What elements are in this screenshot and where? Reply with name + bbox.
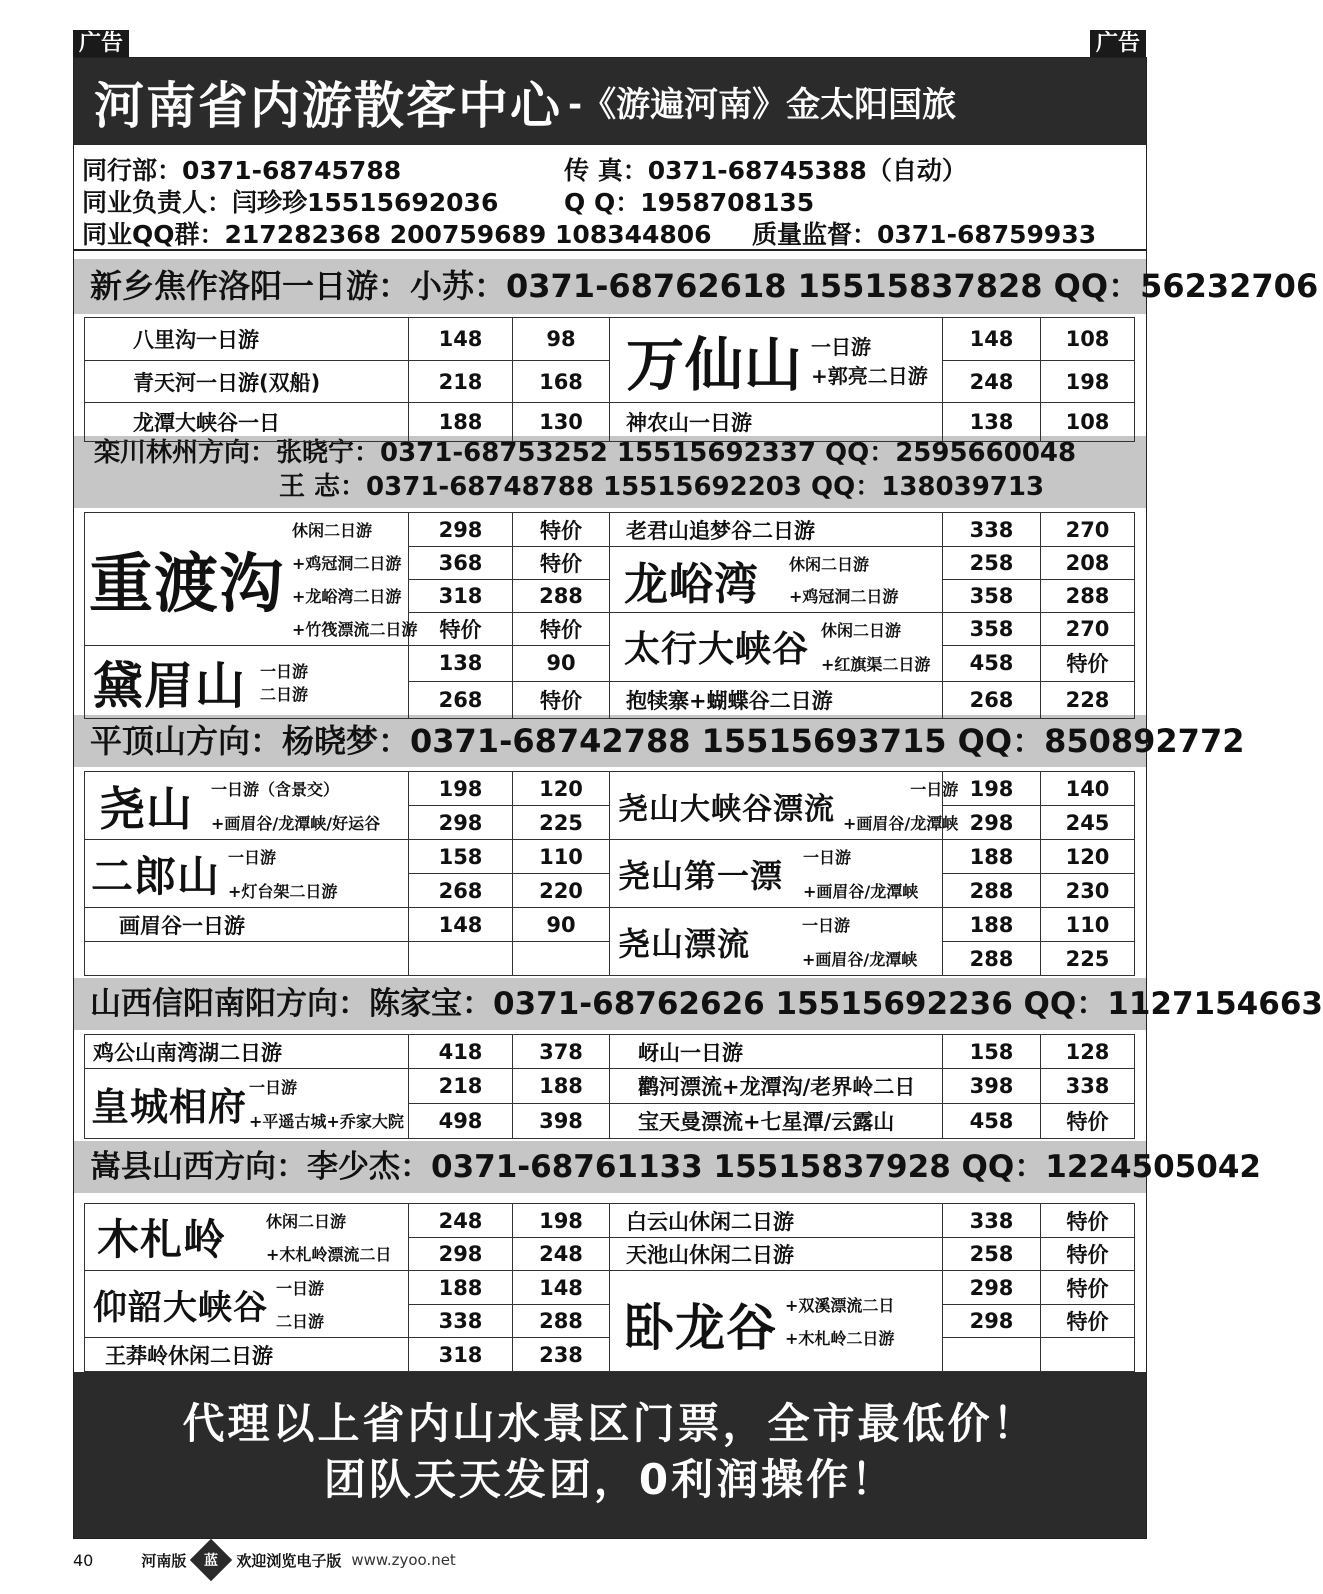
table-row: 青天河一日游(双船) 218 168 248 198 (85, 361, 1135, 403)
table-row: 鸡公山南湾湖二日游 418 378 岈山一日游 158 128 (85, 1035, 1135, 1069)
table-row: 318 288 358 288 (85, 580, 1135, 613)
contact-block (74, 145, 1146, 251)
section-grid-shanxi-xinyang (74, 1030, 1146, 1141)
big-title-muzhaling: 木札岭 (97, 1215, 227, 1264)
table-row: 368 特价 龙峪湾 休闲二日游 +鸡冠洞二日游 258 208 (85, 547, 1135, 580)
page-title: 河南省内游散客中心 (94, 76, 562, 135)
footer-line-1: 代理以上省内山水景区门票，全市最低价！ (182, 1399, 1038, 1448)
table-row: 龙潭大峡谷一日 188 130 神农山一日游 138 108 (85, 403, 1135, 442)
table-row: 王莽岭休闲二日游 318 238 (85, 1338, 1135, 1372)
contact-fax: 传 真：0371-68745388（自动） (564, 156, 967, 185)
ad-tag-right: 广告 (1090, 30, 1146, 57)
table-row: 黛眉山 一日游 二日游 138 90 458 特价 (85, 646, 1135, 682)
contact-manager: 同业负责人：闫珍珍15515692036 (82, 188, 499, 217)
table-row: 298 225 298 245 (85, 806, 1135, 840)
table-row: 特价 特价 太行大峡谷 休闲二日游 +红旗渠二日游 358 270 (85, 613, 1135, 646)
table-row: 298 248 天池山休闲二日游 258 特价 (85, 1238, 1135, 1271)
section-grid-pingdingshan (74, 767, 1146, 978)
table-row: 二郎山 一日游 +灯台架二日游 158 110 尧山第一漂 一日游 +画眉谷/龙潭峡 188 120 (85, 840, 1135, 874)
big-title-huangcheng: 皇城相府 (91, 1085, 248, 1129)
table-row: 338 288 298 特价 (85, 1305, 1135, 1338)
welcome-text: 欢迎浏览电子版 (236, 1551, 342, 1570)
page-number: 40 (73, 1550, 94, 1570)
big-title-taihang: 太行大峡谷 (624, 629, 810, 671)
edition-label: 河南版 (141, 1551, 187, 1570)
table-row: 尧山 一日游（含景交） +画眉谷/龙潭峡/好运谷 198 120 尧山大峡谷漂流 一日游 +画眉谷/龙潭峡 198 140 (85, 772, 1135, 806)
table-row: 木札岭 休闲二日游 +木札岭漂流二日 248 198 白云山休闲二日游 338 特价 (85, 1204, 1135, 1238)
big-title-yangshao: 仰韶大峡谷 (93, 1287, 268, 1328)
big-title-yaoshan: 尧山 (99, 781, 193, 836)
contact-dept: 同行部：0371-68745788 (82, 156, 402, 185)
section-band-xinxiang: 新乡焦作洛阳一日游：小苏：0371-68762618 15515837828 QQ：56232706 (74, 259, 1146, 314)
table-row: 498 398 宝天曼漂流+七星潭/云露山 458 特价 (85, 1104, 1135, 1139)
header-banner (74, 58, 1146, 145)
table-row: 重渡沟 休闲二日游 +鸡冠洞二日游 +龙峪湾二日游 +竹筏漂流二日游 298 特价 老君山追梦谷二日游 338 270 (85, 513, 1135, 547)
table-row: 八里沟一日游 148 98 万仙山 一日游 +郭亮二日游 148 108 (85, 318, 1135, 361)
ad-tag-left: 广告 (73, 30, 129, 57)
table-row: 皇城相府 一日游 +平遥古城+乔家大院 218 188 鹳河漂流+龙潭沟/老界岭二日 398 338 (85, 1069, 1135, 1104)
section-grid-xinxiang (74, 314, 1146, 436)
contact-quality: 质量监督：0371-68759933 (752, 220, 1097, 249)
page-footer (73, 1545, 456, 1575)
magazine-logo-icon: 蓝 (190, 1539, 232, 1581)
ad-page (73, 57, 1323, 1539)
big-title-yaoshan-first-rafting: 尧山第一漂 (618, 856, 784, 895)
table-row: 268 220 288 230 (85, 874, 1135, 908)
section-band-songxian: 嵩县山西方向：李少杰：0371-68761133 15515837928 QQ：1224505042 (74, 1141, 1146, 1193)
big-title-erlangshan: 二郎山 (91, 851, 221, 901)
section-band-pingdingshan: 平顶山方向：杨晓梦：0371-68742788 15515693715 QQ：850892772 (74, 715, 1146, 767)
section-grid-songxian (74, 1193, 1146, 1377)
page-subtitle: -《游遍河南》金太阳国旅 (568, 85, 957, 125)
table-row: 仰韶大峡谷 一日游 二日游 188 148 卧龙谷 +双溪漂流二日 +木札岭二日游 298 特价 (85, 1271, 1135, 1305)
contact-qq: Q Q：1958708135 (564, 188, 815, 217)
contact-qq-groups: 同业QQ群：217282368 200759689 108344806 (82, 220, 712, 249)
section-band-luanchuan: 栾川林州方向：张晓宁：0371-68753252 15515692337 QQ：2595660048 王 志：0371-68748788 15515692203 QQ：138039713 (74, 436, 1146, 508)
table-row: 288 225 (85, 942, 1135, 976)
section-grid-luanchuan (74, 508, 1146, 715)
table-row: 268 特价 抱犊寨+蝴蝶谷二日游 268 228 (85, 681, 1135, 718)
big-title-yaoshan-rafting: 尧山漂流 (618, 924, 751, 963)
big-title-yaoshan-canyon-rafting: 尧山大峡谷漂流 (618, 791, 835, 827)
big-title-longyuwan: 龙峪湾 (624, 558, 759, 610)
big-title-wolonggu: 卧龙谷 (624, 1299, 777, 1357)
footer-banner (74, 1372, 1146, 1538)
section-band-shanxi-xinyang: 山西信阳南阳方向：陈家宝：0371-68762626 15515692236 QQ：1127154663 (74, 978, 1146, 1030)
big-title-wanxianshan: 万仙山 (626, 331, 804, 399)
big-title-daimeishan: 黛眉山 (93, 657, 246, 715)
footer-line-2: 团队天天发团，0利润操作！ (323, 1455, 897, 1504)
table-row: 画眉谷一日游 148 90 尧山漂流 一日游 +画眉谷/龙潭峡 188 110 (85, 908, 1135, 942)
website-link[interactable]: www.zyoo.net (351, 1551, 456, 1569)
big-title-chongdugou: 重渡沟 (89, 548, 284, 622)
